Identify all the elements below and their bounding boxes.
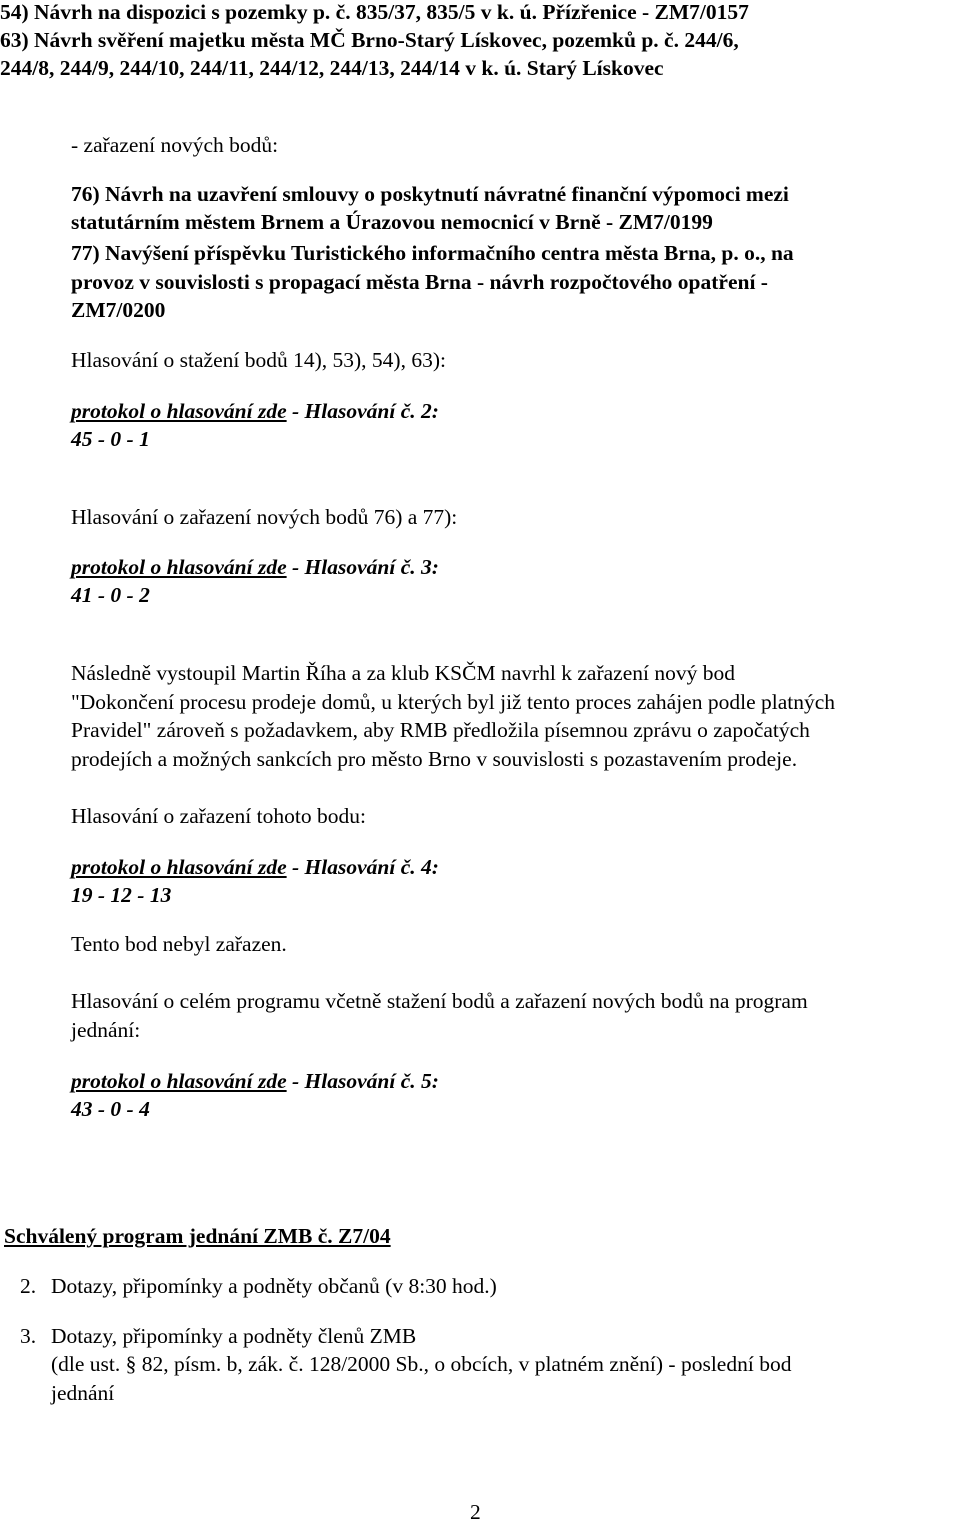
- vote-number: - Hlasování č. 4:: [286, 855, 439, 879]
- agenda-item-76: 76) Návrh na uzavření smlouvy o poskytnutí návratné finanční výpomoci mezi: [71, 182, 789, 206]
- vote-protocol-line: [71, 401, 439, 423]
- vote-result: 41 - 0 - 2: [71, 583, 150, 607]
- proposal-line: "Dokončení procesu prodeje domů, u kterých byl již tento proces zahájen podle platných: [71, 690, 836, 714]
- proposal-line: Pravidel" zároveň s požadavkem, aby RMB předložila písemnou zprávu o započatých: [71, 718, 810, 742]
- program-item-text: Dotazy, připomínky a podněty občanů (v 8:30 hod.): [51, 1274, 497, 1298]
- new-points-label: - zařazení nových bodů:: [71, 133, 279, 157]
- program-item-text: Dotazy, připomínky a podněty členů ZMB: [51, 1324, 417, 1348]
- vote-protocol-line: [71, 857, 439, 879]
- vote-label: Hlasování o zařazení tohoto bodu:: [71, 804, 366, 828]
- vote-label: Hlasování o celém programu včetně stažení bodů a zařazení nových bodů na program: [71, 989, 808, 1013]
- agenda-item-77-continued: provoz v souvislosti s propagací města Brna - návrh rozpočtového opatření -: [71, 270, 768, 294]
- vote-number: - Hlasování č. 5:: [286, 1069, 439, 1093]
- vote-result: 19 - 12 - 13: [71, 883, 172, 907]
- protocol-link[interactable]: protokol o hlasování zde: [71, 855, 287, 879]
- agenda-item-63-continued: 244/8, 244/9, 244/10, 244/11, 244/12, 244/13, 244/14 v k. ú. Starý Lískovec: [0, 56, 664, 80]
- vote-number: - Hlasování č. 2:: [286, 399, 439, 423]
- agenda-item-77: 77) Navýšení příspěvku Turistického informačního centra města Brna, p. o., na: [71, 241, 794, 265]
- program-item-text: (dle ust. § 82, písm. b, zák. č. 128/2000 Sb., o obcích, v platném znění) - poslední bod: [51, 1352, 792, 1376]
- program-item-text: jednání: [51, 1381, 115, 1405]
- agenda-item-76-continued: statutárním městem Brnem a Úrazovou nemocnicí v Brně - ZM7/0199: [71, 210, 713, 234]
- agenda-item-63: 63) Návrh svěření majetku města MČ Brno-Starý Lískovec, pozemků p. č. 244/6,: [0, 28, 739, 52]
- vote-label: Hlasování o zařazení nových bodů 76) a 77):: [71, 505, 458, 529]
- proposal-line: prodejích a možných sankcích pro město Brno v souvislosti s pozastavením prodeje.: [71, 747, 798, 771]
- vote-number: - Hlasování č. 3:: [286, 555, 439, 579]
- agenda-item-77-code: ZM7/0200: [71, 298, 166, 322]
- protocol-link[interactable]: protokol o hlasování zde: [71, 399, 287, 423]
- program-item-number: 2.: [20, 1274, 37, 1298]
- proposal-line: Následně vystoupil Martin Říha a za klub KSČM navrhl k zařazení nový bod: [71, 661, 735, 685]
- not-included-note: Tento bod nebyl zařazen.: [71, 932, 287, 956]
- protocol-link[interactable]: protokol o hlasování zde: [71, 1069, 287, 1093]
- vote-result: 45 - 0 - 1: [71, 427, 150, 451]
- vote-protocol-line: [71, 557, 439, 579]
- agenda-item-54: 54) Návrh na dispozici s pozemky p. č. 835/37, 835/5 v k. ú. Přízřenice - ZM7/0157: [0, 0, 749, 24]
- vote-result: 43 - 0 - 4: [71, 1097, 150, 1121]
- vote-label: Hlasování o stažení bodů 14), 53), 54), 63):: [71, 348, 446, 372]
- page-number: 2: [470, 1500, 481, 1524]
- program-heading: Schválený program jednání ZMB č. Z7/04: [4, 1224, 391, 1248]
- protocol-link[interactable]: protokol o hlasování zde: [71, 555, 287, 579]
- vote-label-continued: jednání:: [71, 1018, 141, 1042]
- vote-protocol-line: [71, 1071, 439, 1093]
- program-item-number: 3.: [20, 1324, 37, 1348]
